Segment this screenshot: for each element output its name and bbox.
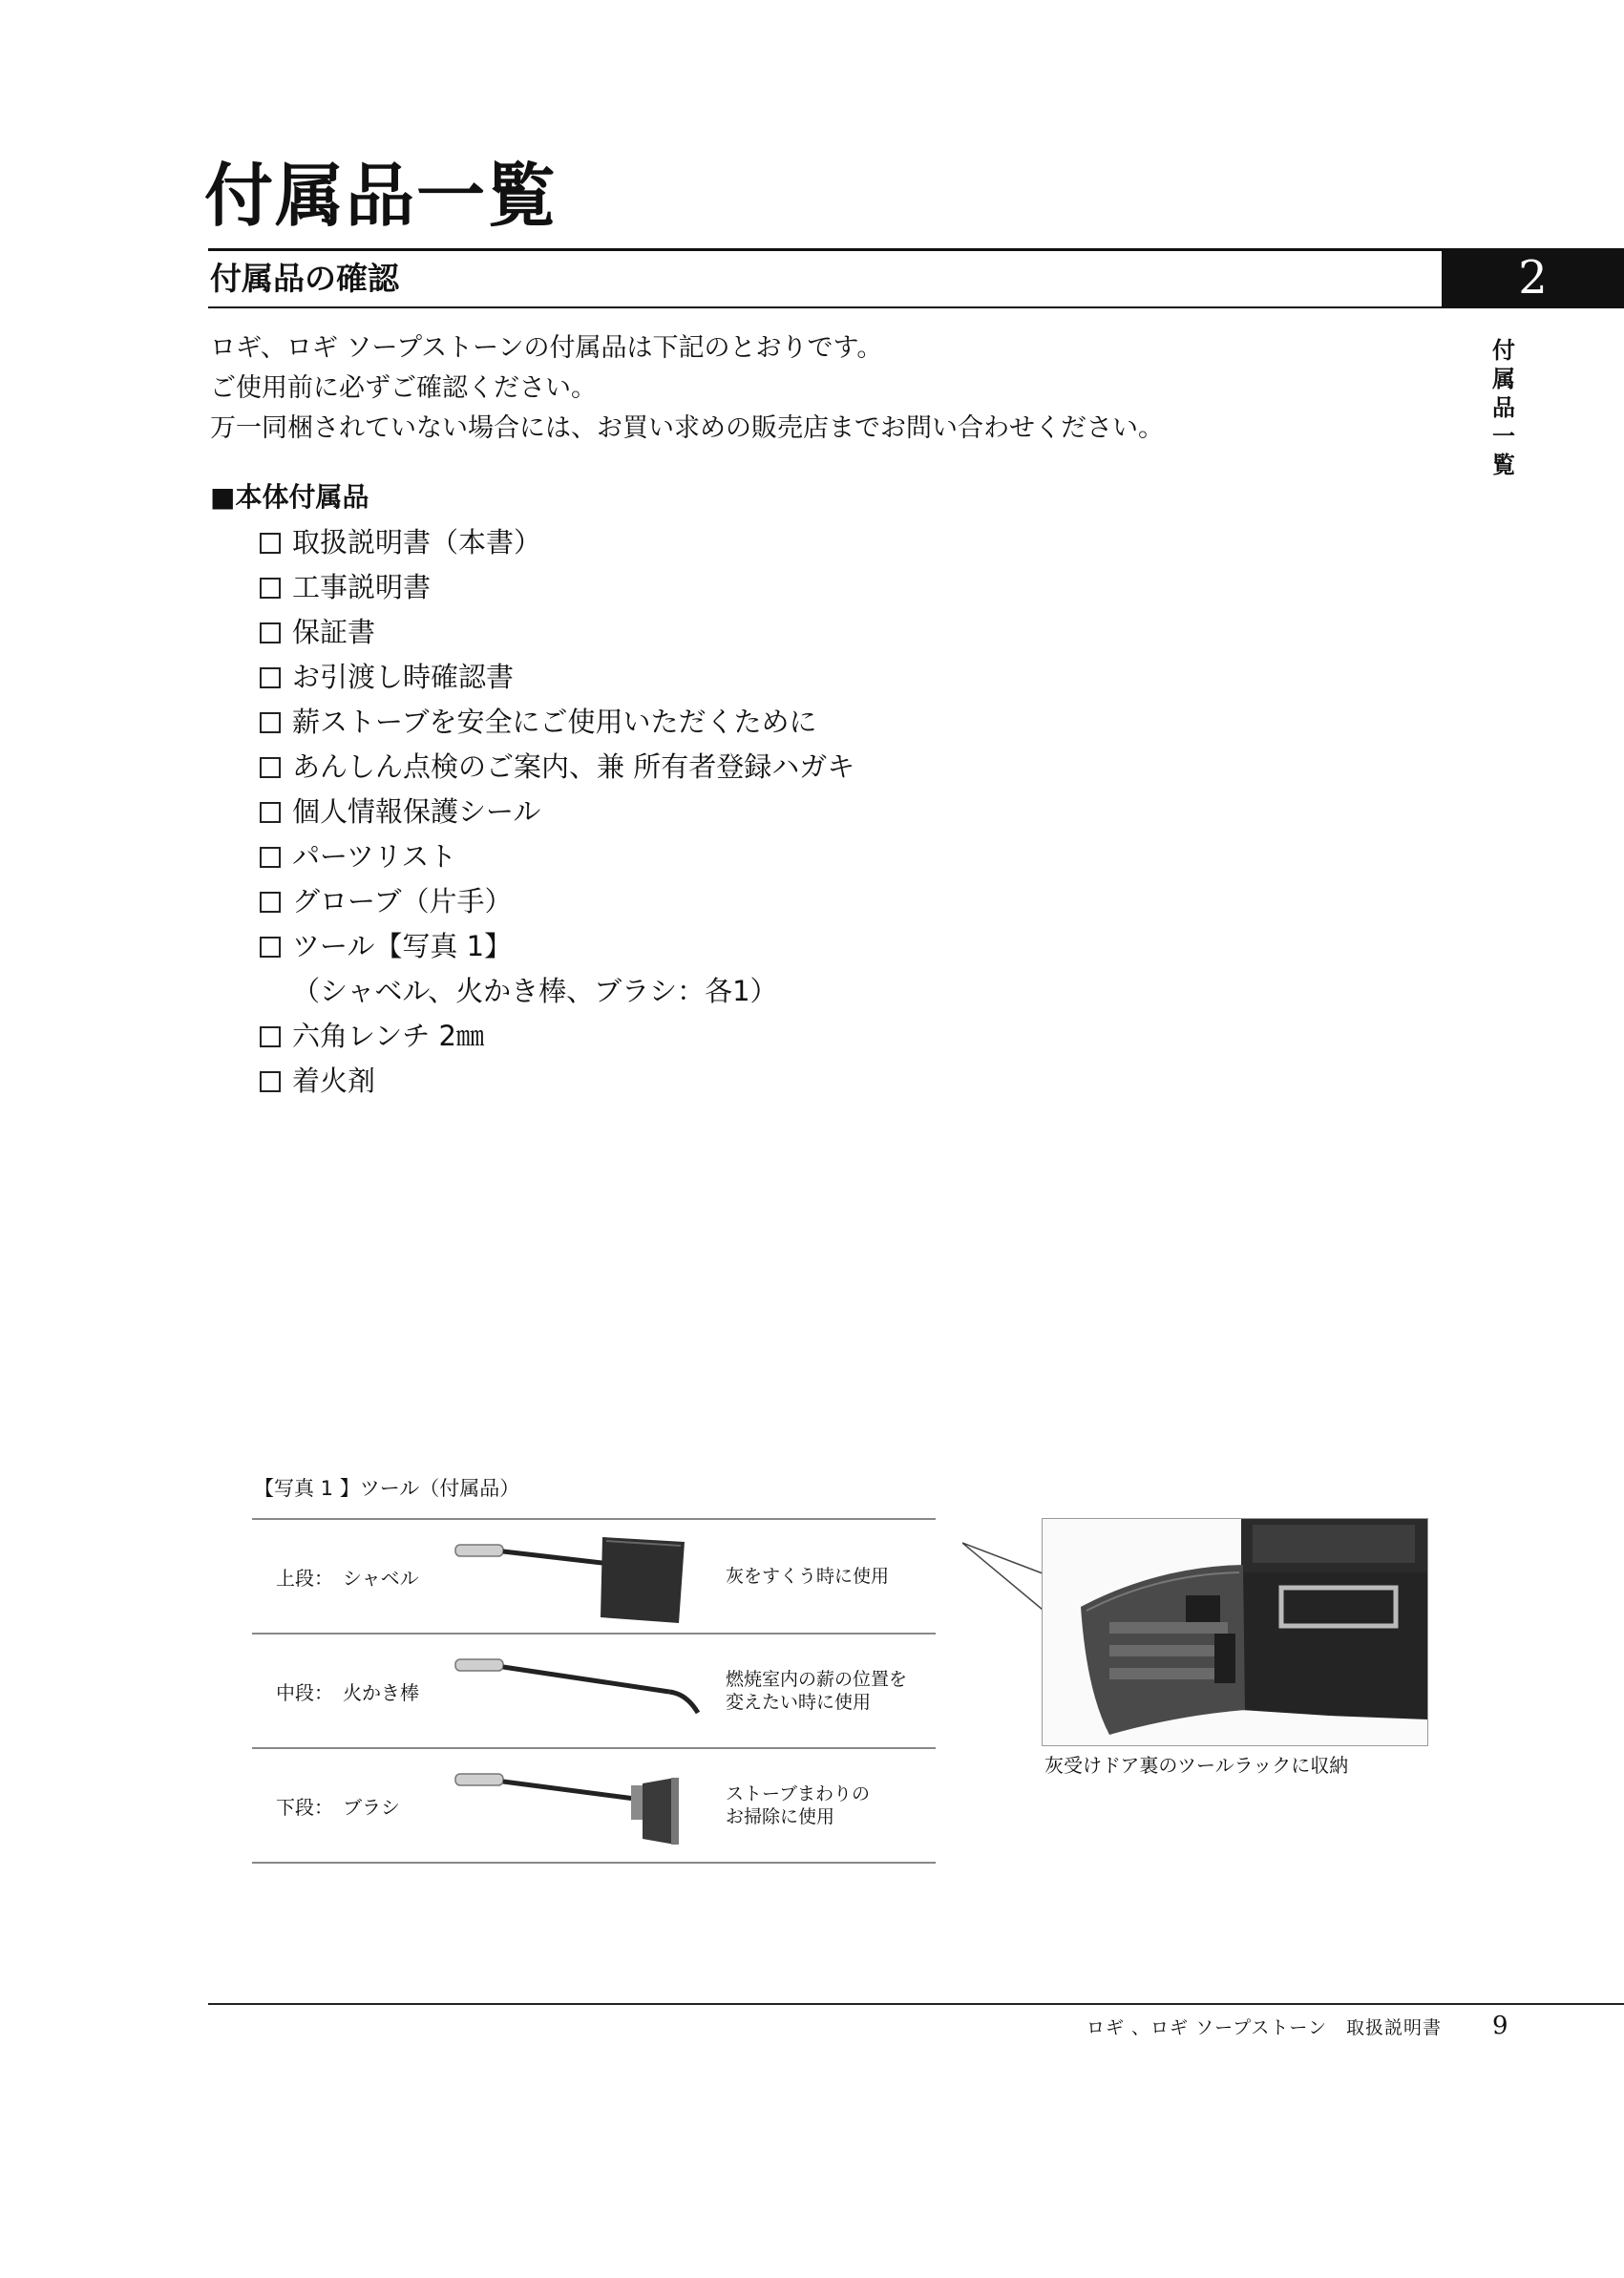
intro-line: ロギ、ロギ ソープストーンの付属品は下記のとおりです。 [210,333,883,363]
checklist-item: お引渡し時確認書 [260,655,854,700]
accessories-checklist [260,520,854,1104]
tool-description: 灰をすくう時に使用 [726,1566,890,1587]
checkbox[interactable] [260,622,281,643]
checkbox[interactable] [260,712,281,733]
checklist-item: 六角レンチ 2㎜ [260,1014,854,1059]
callout-pointer [962,1514,1048,1610]
footer-rule [208,2003,1624,2005]
tool-rack-photo [1042,1518,1428,1746]
checklist-item: パーツリスト [260,834,854,879]
side-tab-label: 付属品一覧 [1492,336,1515,478]
accessories-title: ■本体付属品 [210,481,369,513]
section-rule-bottom [208,306,1447,308]
checklist-item: 保証書 [260,610,854,655]
checklist-item: ツール【写真 1】 [260,924,854,969]
page-title: 付属品一覧 [204,155,559,236]
checklist-item: 取扱説明書（本書） [260,520,854,565]
tools-table [252,1518,936,1864]
checkbox[interactable] [260,937,281,958]
brush-image [448,1757,725,1854]
checklist-item: 着火剤 [260,1059,854,1104]
checkbox[interactable] [260,757,281,778]
checklist-item-note: （シャベル、火かき棒、ブラシ：各1） [292,975,778,1007]
footer-manual-title: ロギ 、ロギ ソープストーン 取扱説明書 [1086,2017,1442,2038]
tool-position: 下段： [276,1795,333,1819]
checkbox[interactable] [260,802,281,823]
checklist-item: グローブ（片手） [260,879,854,924]
checkbox[interactable] [260,667,281,688]
tool-row-shovel [252,1518,936,1633]
rack-caption: 灰受けドア裏のツールラックに収納 [1044,1754,1349,1777]
tool-description: ストーブまわりの お掃除に使用 [726,1783,871,1827]
shovel-image [448,1528,725,1625]
checklist-item: あんしん点検のご案内、兼 所有者登録ハガキ [260,745,854,790]
photo-caption: 【写真 1 】ツール（付属品） [254,1477,520,1500]
checkbox[interactable] [260,1071,281,1092]
tool-name: ブラシ [343,1795,400,1819]
checkbox[interactable] [260,533,281,554]
tool-row-poker [252,1633,936,1747]
checklist-item: 個人情報保護シール [260,790,854,834]
tool-name: 火かき棒 [343,1680,419,1704]
intro-line: 万一同梱されていない場合には、お買い求めの販売店までお問い合わせください。 [210,413,1164,443]
checklist-item: 工事説明書 [260,565,854,610]
tool-position: 中段： [276,1680,333,1704]
poker-image [448,1642,725,1740]
section-rule-top [208,248,1447,251]
checkbox[interactable] [260,892,281,913]
checkbox[interactable] [260,1026,281,1047]
section-heading: 付属品の確認 [210,260,399,297]
checkbox[interactable] [260,578,281,599]
tool-description: 燃焼室内の薪の位置を 変えたい時に使用 [726,1669,908,1713]
tool-row-brush [252,1747,936,1864]
intro-line: ご使用前に必ずご確認ください。 [210,373,597,403]
checklist-item: 薪ストーブを安全にご使用いただくために [260,700,854,745]
checkbox[interactable] [260,847,281,868]
tool-position: 上段： [276,1566,333,1590]
page-number: 9 [1492,2012,1508,2040]
intro-text [210,328,1164,449]
chapter-number: 2 [1442,248,1624,308]
tool-name: シャベル [343,1566,419,1590]
